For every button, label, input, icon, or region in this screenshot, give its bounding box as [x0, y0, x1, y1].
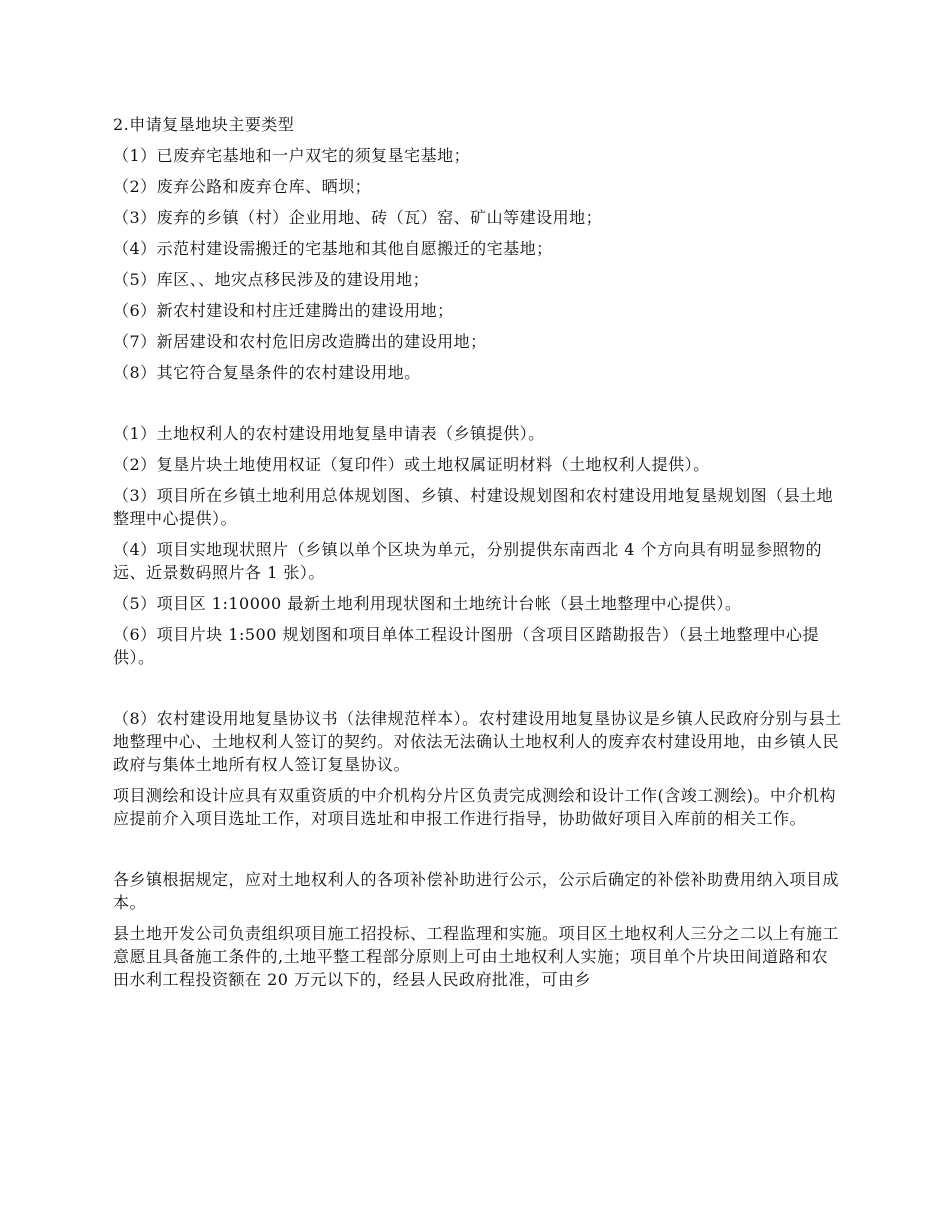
- list-item: （2）复垦片块土地使用权证（复印件）或土地权属证明材料（土地权利人提供）。: [113, 455, 710, 474]
- list-item: （3）废弃的乡镇（村）企业用地、砖（瓦）窑、矿山等建设用地；: [113, 208, 603, 227]
- list-item: （6）新农村建设和村庄迁建腾出的建设用地；: [113, 301, 454, 320]
- paragraph: 项目测绘和设计应具有双重资质的中介机构分片区负责完成测绘和设计工作(含竣工测绘)。中介机构应提前介入项目选址工作，对项目选址和申报工作进行指导，协助做好项目入库前的相关工作。: [113, 786, 836, 828]
- list-item: （2）废弃公路和废弃仓库、晒坝；: [113, 177, 372, 196]
- list-item: （5）库区、、地灾点移民涉及的建设用地；: [113, 270, 430, 289]
- paragraph: 各乡镇根据规定，应对土地权利人的各项补偿补助进行公示，公示后确定的补偿补助费用纳入项目成本。: [113, 870, 840, 912]
- list-item: （5）项目区 1:10000 最新土地利用现状图和土地统计台帐（县土地整理中心提供）。: [113, 594, 742, 613]
- paragraph: （8）农村建设用地复垦协议书（法律规范样本）。农村建设用地复垦协议是乡镇人民政府分别与县土地整理中心、土地权利人签订的契约。对依法无法确认土地权利人的废弃农村建设用地，由乡镇人民政府与集体土地所有权人签订复垦协议。: [113, 709, 842, 774]
- list-item: （8）其它符合复垦条件的农村建设用地。: [113, 363, 421, 382]
- list-item: （7）新居建设和农村危旧房改造腾出的建设用地；: [113, 332, 487, 351]
- document-page: [113, 113, 843, 999]
- paragraph: 县土地开发公司负责组织项目施工招投标、工程监理和实施。项目区土地权利人三分之二以上有施工意愿且具备施工条件的,土地平整工程部分原则上可由土地权利人实施；项目单个片块田间道路和农田水利工程投资额在 20 万元以下的，经县人民政府批准，可由乡: [113, 924, 840, 989]
- list-item: （4）示范村建设需搬迁的宅基地和其他自愿搬迁的宅基地；: [113, 239, 553, 258]
- list-item: （1）已废弃宅基地和一户双宅的须复垦宅基地；: [113, 146, 471, 165]
- list-item: （1）土地权利人的农村建设用地复垦申请表（乡镇提供）。: [113, 424, 545, 443]
- list-item: （4）项目实地现状照片（乡镇以单个区块为单元，分别提供东南西北 4 个方向具有明显参照物的远、近景数码照片各 1 张）。: [113, 540, 823, 582]
- list-item: （3）项目所在乡镇土地利用总体规划图、乡镇、村建设规划图和农村建设用地复垦规划图（县土地整理中心提供）。: [113, 486, 834, 528]
- section-heading: 2.申请复垦地块主要类型: [113, 115, 295, 134]
- list-item: （6）项目片块 1:500 规划图和项目单体工程设计图册（含项目区踏勘报告）（县土地整理中心提供）。: [113, 625, 819, 667]
